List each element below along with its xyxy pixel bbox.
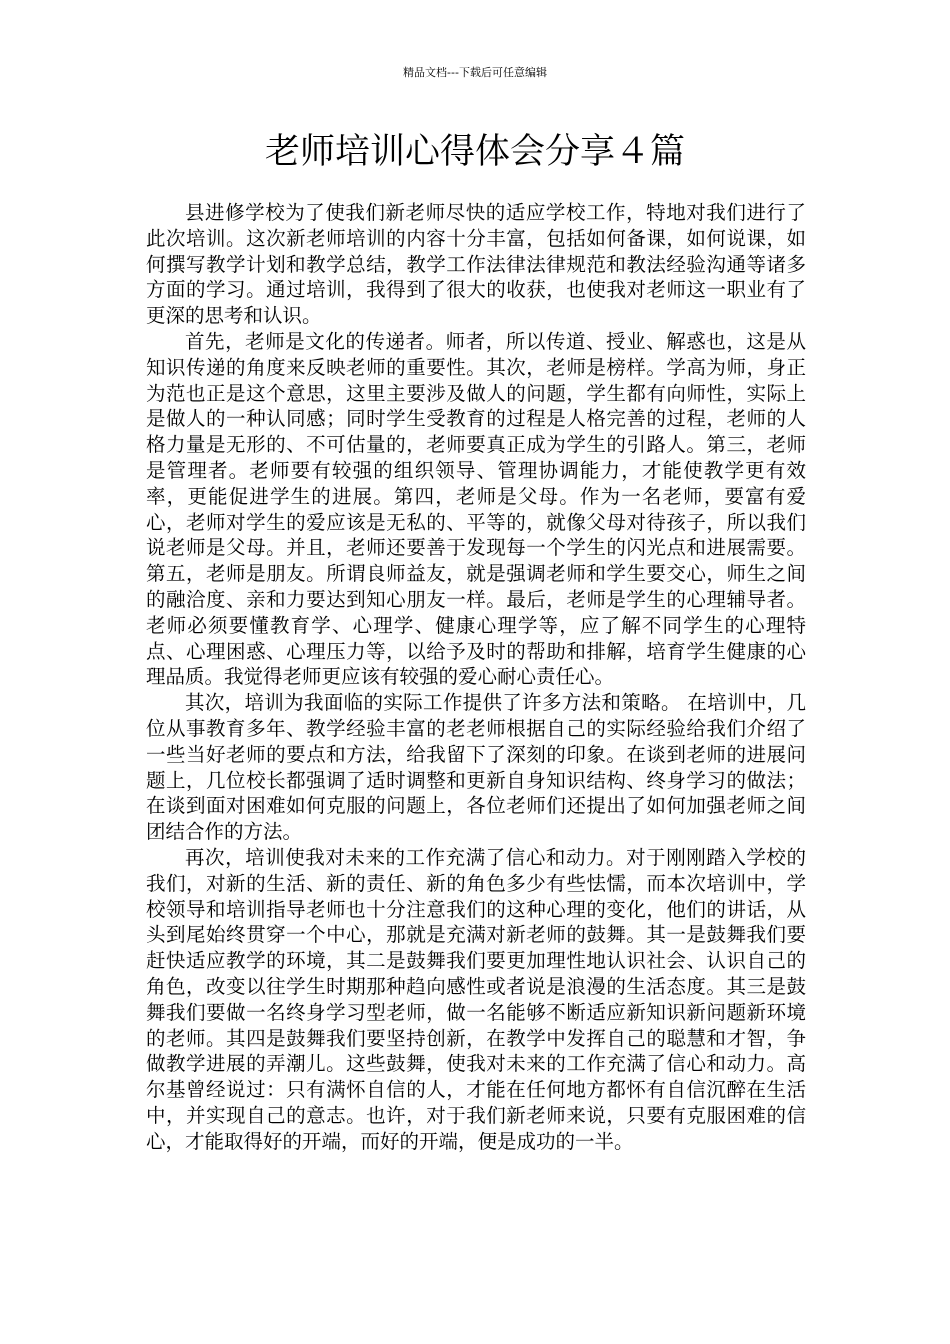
document-title: 老师培训心得体会分享４篇: [264, 132, 685, 172]
header-note: 精品文档---下载后可任意编辑: [403, 66, 547, 79]
paragraph-1: 县进修学校为了使我们新老师尽快的适应学校工作，特地对我们进行了此次培训。这次新老师培训的内容十分丰富，包括如何备课，如何说课，如何撰写教学计划和教学总结，教学工作法律法律规范和教法经验沟通等诸多方面的学习。通过培训，我得到了很大的收获，也使我对老师这一职业有了更深的思考和认识。: [146, 201, 806, 328]
paragraph-2: 首先，老师是文化的传递者。师者，所以传道、授业、解惑也，这是从知识传递的角度来反映老师的重要性。其次，老师是榜样。学高为师，身正为范也正是这个意思，这里主要涉及做人的问题，学生都有向师性，实际上是做人的一种认同感；同时学生受教育的过程是人格完善的过程，老师的人格力量是无形的、不可估量的，老师要真正成为学生的引路人。第三，老师是管理者。老师要有较强的组织领导、管理协调能力，才能使教学更有效率，更能促进学生的进展。第四，老师是父母。作为一名老师，要富有爱心，老师对学生的爱应该是无私的、平等的，就像父母对待孩子，所以我们说老师是父母。并且，老师还要善于发现每一个学生的闪光点和进展需要。第五，老师是朋友。所谓良师益友，就是强调老师和学生要交心，师生之间的融洽度、亲和力要达到知心朋友一样。最后，老师是学生的心理辅导者。老师必须要懂教育学、心理学、健康心理学等，应了解不同学生的心理特点、心理困惑、心理压力等，以给予及时的帮助和排解，培育学生健康的心理品质。我觉得老师更应该有较强的爱心耐心责任心。: [146, 329, 806, 689]
paragraph-4: 再次，培训使我对未来的工作充满了信心和动力。对于刚刚踏入学校的我们，对新的生活、新的责任、新的角色多少有些怯懦，而本次培训中，学校领导和培训指导老师也十分注意我们的这种心理的变化，他们的讲话，从头到尾始终贯穿一个中心，那就是充满对新老师的鼓舞。其一是鼓舞我们要赶快适应教学的环境，其二是鼓舞我们要更加理性地认识社会、认识自己的角色，改变以往学生时期那种趋向感性或者说是浪漫的生活态度。其三是鼓舞我们要做一名终身学习型老师，做一名能够不断适应新知识新问题新环境的老师。其四是鼓舞我们要坚持创新，在教学中发挥自己的聪慧和才智，争做教学进展的弄潮儿。这些鼓舞，使我对未来的工作充满了信心和动力。高尔基曾经说过：只有满怀自信的人，才能在任何地方都怀有自信沉醉在生活中，并实现自己的意志。也许，对于我们新老师来说，只要有克服困难的信心，才能取得好的开端，而好的开端，便是成功的一半。: [146, 845, 806, 1153]
document-body: [146, 200, 806, 1154]
paragraph-3: 其次，培训为我面临的实际工作提供了许多方法和策略。 在培训中，几位从事教育多年、教学经验丰富的老老师根据自己的实际经验给我们介绍了一些当好老师的要点和方法，给我留下了深刻的印象。在谈到老师的进展问题上，几位校长都强调了适时调整和更新自身知识结构、终身学习的做法；在谈到面对困难如何克服的问题上，各位老师们还提出了如何加强老师之间团结合作的方法。: [146, 691, 806, 844]
